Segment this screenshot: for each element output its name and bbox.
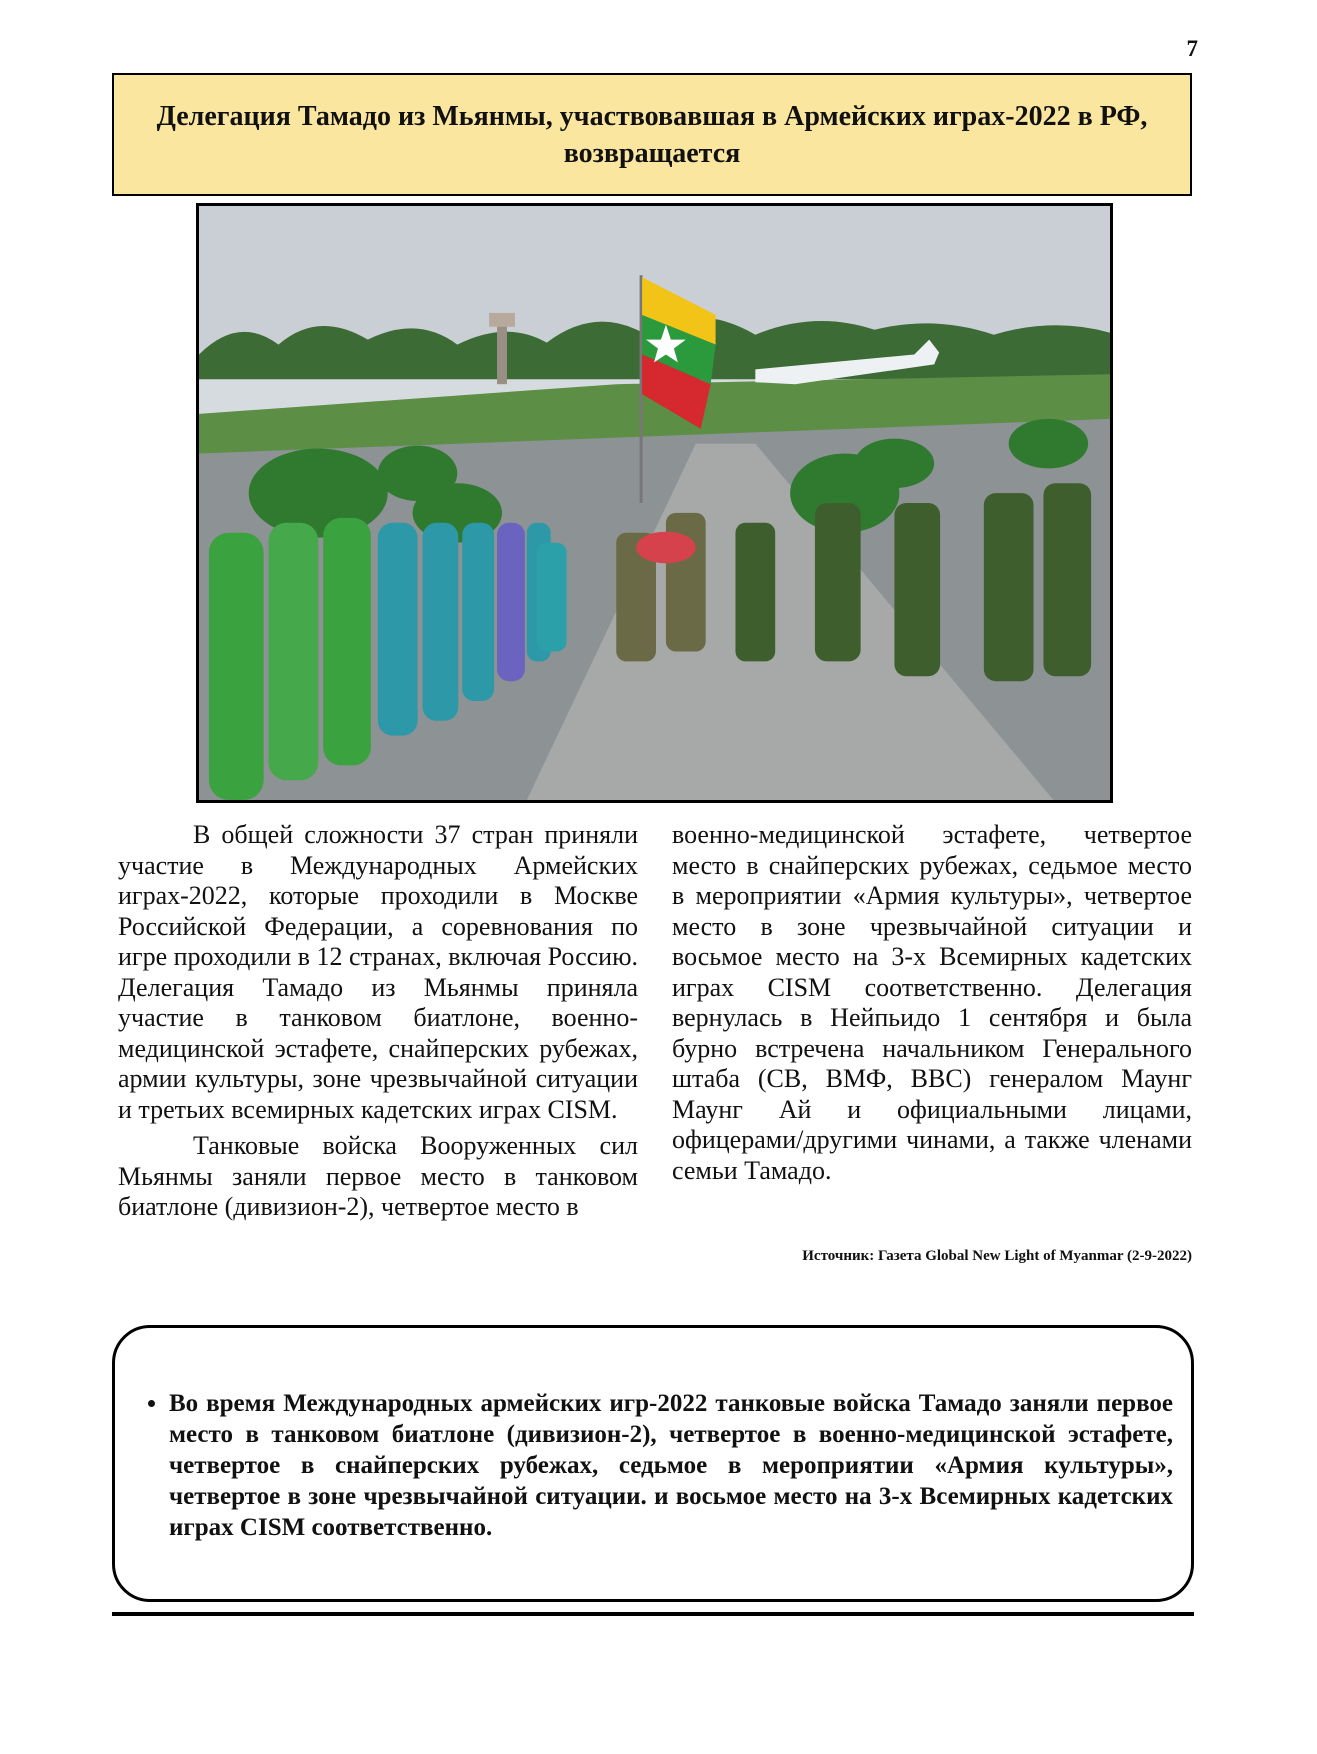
article-title-box [112, 73, 1192, 196]
page-number: 7 [1186, 36, 1198, 61]
summary-item: • Во время Международных армейских игр-2022 танковые войска Тамадо заняли первое место в танковом биатлоне (дивизион-2), четвертое в военно-медицинской эстафете, четвертое в снайперских рубежах, седьмое в мероприятии «Армия культуры», четвертое в зоне чрезвычайной ситуации. и восьмое место на 3-х Всемирных кадетских играх CISM соответственно. [169, 1388, 1173, 1543]
source-citation: Источник: Газета Global New Light of Myanmar (2-9-2022) [802, 1248, 1192, 1264]
photo-illustration [199, 206, 1110, 800]
photo-image [196, 203, 1113, 803]
article-paragraph: военно-медицинской эстафете, четвертое место в снайперских рубежах, седьмое место в мероприятии «Армия культуры», четвертое место в зоне чрезвычайной ситуации и восьмое место на 3-х Всемирных кадетских играх CISM соответственно. Делегация вернулась в Нейпьидо 1 сентября и была бурно встречена начальником Генерального штаба (СВ, ВМФ, ВВС) генералом Маунг Маунг Ай и официальными лицами, офицерами/другими чинами, а также членами семьи Тамадо. [672, 820, 1192, 1185]
article-title: Делегация Тамадо из Мьянмы, участвовавшая в Армейских играх-2022 в РФ, возвращается [156, 100, 1148, 169]
article-column-right [672, 820, 1192, 1186]
bush [249, 449, 388, 538]
summary-box [112, 1325, 1194, 1602]
summary-list [127, 1388, 1173, 1543]
article-paragraph: В общей сложности 37 стран приняли участие в Международных Армейских играх-2022, которые проходили в Москве Российской Федерации, а соревнования по игре проходили в 12 странах, включая Россию. Делегация Тамадо из Мьянмы приняла участие в танковом биатлоне, военно-медицинской эстафете, снайперских рубежах, армии культуры, зоне чрезвычайной ситуации и третьих всемирных кадетских играх CISM. [118, 820, 638, 1124]
article-paragraph: Танковые войска Вооруженных сил Мьянмы заняли первое место в танковом биатлоне (дивизион-2), четвертое место в [118, 1131, 638, 1221]
article-column-left [118, 820, 638, 1223]
control-tower [497, 325, 507, 384]
bottom-divider [112, 1612, 1194, 1616]
